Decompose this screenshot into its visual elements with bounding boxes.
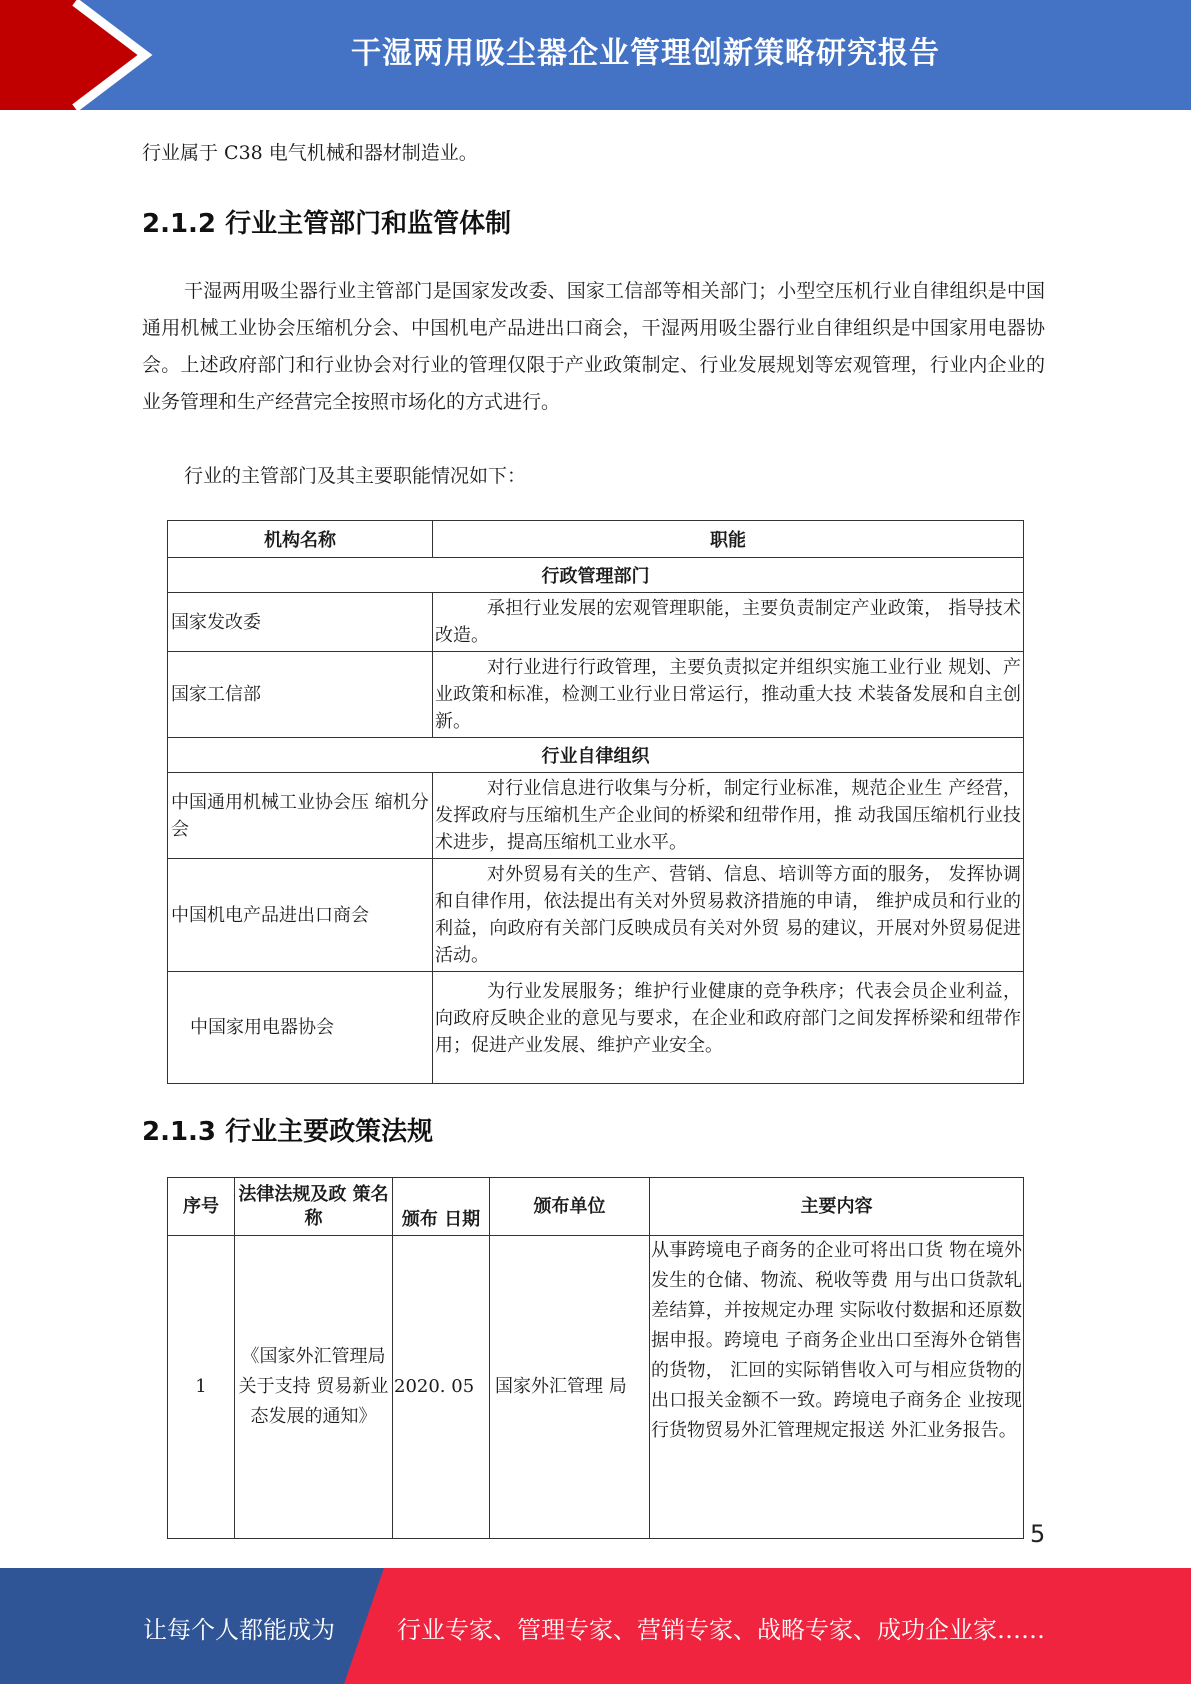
table-header-row xyxy=(168,1178,1024,1236)
intro-text: 行业属于 C38 电气机械和器材制造业。 xyxy=(142,142,478,164)
table-row xyxy=(168,773,1024,859)
section-paragraph: 干湿两用吸尘器行业主管部门是国家发改委、国家工信部等相关部门；小型空压机行业自律组织是中国通用机械工业协会压缩机分会、中国机电产品进出口商会，干湿两用吸尘器行业自律组织是中国家用电器协会。上述政府部门和行业协会对行业的管理仅限于产业政策制定、行业发展规划等宏观管理，行业内企业的业务管理和生产经营完全按照市场化的方式进行。 xyxy=(142,280,1045,413)
policy-date: 2020. 05 xyxy=(393,1236,490,1539)
header-content: 主要内容 xyxy=(650,1178,1024,1236)
header-no: 序号 xyxy=(168,1178,235,1236)
org-cell: 中国机电产品进出口商会 xyxy=(168,859,433,972)
policy-name: 《国家外汇管理局关于支持 贸易新业态发展的通知》 xyxy=(235,1236,393,1539)
header-issuer: 颁布单位 xyxy=(490,1178,650,1236)
table-intro-paragraph: 行业的主管部门及其主要职能情况如下： xyxy=(184,465,527,487)
category-admin: 行政管理部门 xyxy=(168,558,1024,593)
table-header-row xyxy=(168,521,1024,558)
policy-table xyxy=(167,1177,1024,1539)
category-self-regulatory: 行业自律组织 xyxy=(168,738,1024,773)
function-cell: 对行业进行行政管理，主要负责拟定并组织实施工业行业 规划、产业政策和标准，检测工业行业日常运行，推动重大技 术装备发展和自主创新。 xyxy=(433,652,1024,738)
org-cell: 中国家用电器协会 xyxy=(168,972,433,1084)
footer-slogan-right: 行业专家、管理专家、营销专家、战略专家、成功企业家…… xyxy=(397,1616,1045,1644)
category-row xyxy=(168,558,1024,593)
page-header xyxy=(0,0,1191,110)
org-cell: 国家发改委 xyxy=(168,593,433,652)
header-org-name: 机构名称 xyxy=(168,521,433,558)
header-function: 职能 xyxy=(433,521,1024,558)
policy-issuer: 国家外汇管理 局 xyxy=(490,1236,650,1539)
function-cell: 对行业信息进行收集与分析，制定行业标准，规范企业生 产经营，发挥政府与压缩机生产企业间的桥梁和纽带作用，推 动我国压缩机行业技术进步，提高压缩机工业水平。 xyxy=(433,773,1024,859)
org-cell: 中国通用机械工业协会压 缩机分会 xyxy=(168,773,433,859)
table-row xyxy=(168,1236,1024,1539)
header-policy-name: 法律法规及政 策名称 xyxy=(235,1178,393,1236)
function-cell: 承担行业发展的宏观管理职能，主要负责制定产业政策， 指导技术改造。 xyxy=(433,593,1024,652)
function-cell: 对外贸易有关的生产、营销、信息、培训等方面的服务， 发挥协调和自律作用，依法提出有关对外贸易救济措施的申请， 维护成员和行业的利益，向政府有关部门反映成员有关对外贸 易的建议，开展对外贸易促进活动。 xyxy=(433,859,1024,972)
table-row xyxy=(168,652,1024,738)
authorities-table xyxy=(167,520,1024,1084)
header-date: 颁布 日期 xyxy=(393,1178,490,1236)
section-heading-2-1-3: 2.1.3 行业主要政策法规 xyxy=(142,1117,434,1147)
policy-content: 从事跨境电子商务的企业可将出口货 物在境外发生的仓储、物流、税收等费 用与出口货款轧差结算，并按规定办理 实际收付数据和还原数据申报。跨境电 子商务企业出口至海外仓销售的货物， 汇回的实际销售收入可与相应货物的 出口报关金额不一致。跨境电子商务企 业按现行货物贸易外汇管理规定报送 外汇业务报告。 xyxy=(650,1236,1024,1539)
table-row xyxy=(168,859,1024,972)
footer-slogan-left: 让每个人都能成为 xyxy=(143,1616,335,1644)
category-row xyxy=(168,738,1024,773)
section-heading-2-1-2: 2.1.2 行业主管部门和监管体制 xyxy=(142,209,512,239)
table-row xyxy=(168,972,1024,1084)
report-title: 干湿两用吸尘器企业管理创新策略研究报告 xyxy=(351,36,940,71)
org-cell: 国家工信部 xyxy=(168,652,433,738)
table-row xyxy=(168,593,1024,652)
page-number: 5 xyxy=(1030,1520,1046,1548)
page-footer xyxy=(0,1568,1191,1684)
function-cell: 为行业发展服务；维护行业健康的竞争秩序；代表会员企业利益，向政府反映企业的意见与要求，在企业和政府部门之间发挥桥梁和纽带作用；促进产业发展、维护产业安全。 xyxy=(433,972,1024,1084)
row-no: 1 xyxy=(168,1236,235,1539)
